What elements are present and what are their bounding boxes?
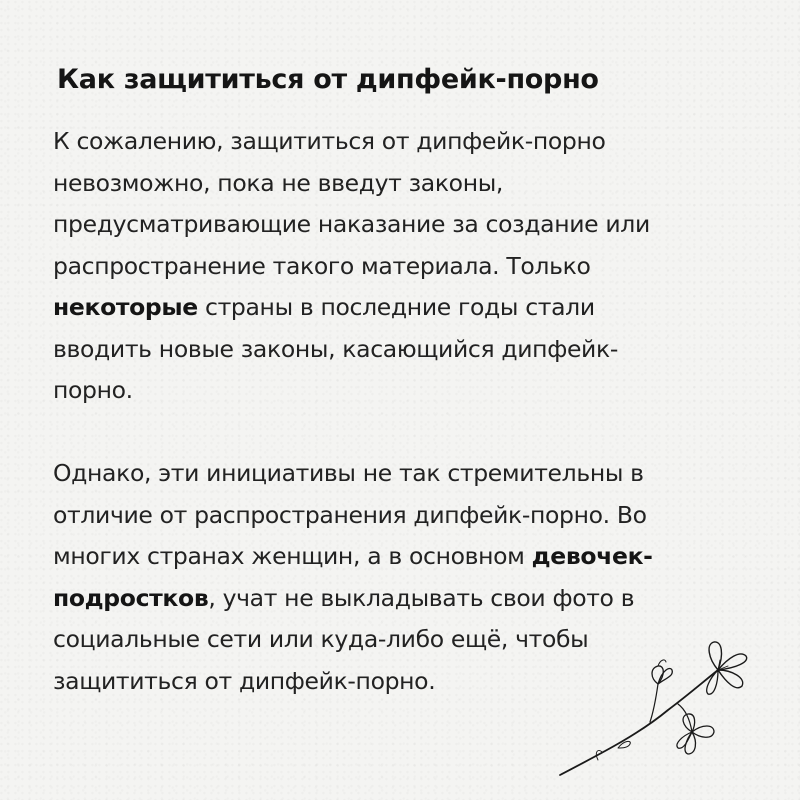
paragraph-1-line-5-rest: страны в последние годы стали — [197, 293, 595, 321]
paragraph-2-line-1: Однако, эти инициативы не так стремительны в — [53, 459, 644, 487]
paragraph-2-line-3 — [53, 536, 773, 578]
paragraph-1-line-4: распространение такого материала. Только — [53, 251, 591, 280]
paragraph-1-line-1: К сожалению, защититься от дипфейк-порно — [53, 127, 606, 155]
paragraph-2-line-4-rest: , учат не выкладывать свои фото в — [208, 583, 635, 612]
paragraph-1-line-7: порно. — [53, 376, 133, 404]
paragraph-2-line-2: отличие от распространения дипфейк-порно. Во — [53, 500, 647, 529]
paragraph-1 — [53, 121, 773, 412]
page-title: Как защититься от дипфейк-порно — [57, 64, 599, 95]
emphasis-some: некоторые — [53, 293, 198, 321]
paragraph-1-line-2: невозможно, пока не введут законы, — [53, 168, 504, 197]
paragraph-2-line-4 — [53, 578, 773, 620]
flowers-sketch-icon — [558, 640, 768, 780]
paragraph-2-line-6: защититься от дипфейк-порно. — [53, 666, 436, 695]
paragraph-1-line-3: предусматривающие наказание за создание или — [53, 210, 650, 238]
emphasis-girls: девочек- — [531, 542, 653, 570]
paragraph-2-line-5: социальные сети или куда-либо ещё, чтобы — [53, 625, 589, 653]
article-body — [53, 121, 773, 702]
paragraph-2-line-3-start: многих странах женщин, а в основном — [53, 542, 532, 570]
emphasis-teenagers: подростков — [53, 583, 209, 612]
paragraph-1-line-6: вводить новые законы, касающийся дипфейк- — [53, 334, 618, 363]
paragraph-1-line-5 — [53, 287, 773, 329]
